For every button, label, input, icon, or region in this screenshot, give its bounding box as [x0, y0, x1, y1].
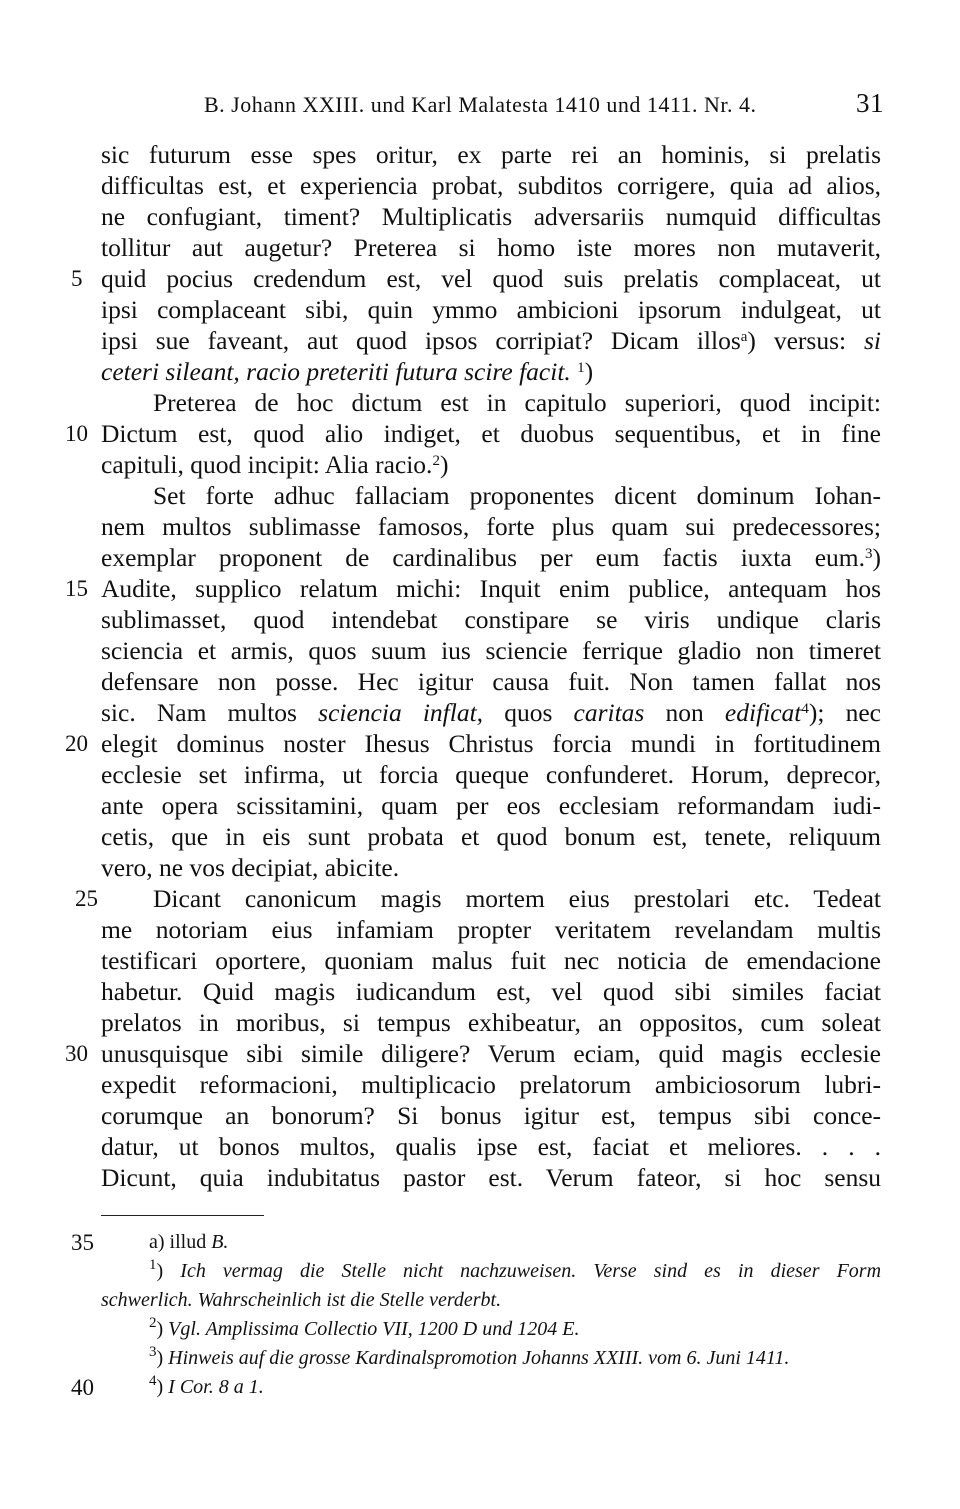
text-line: capituli, quod incipit: Alia racio.$^2$)	[101, 450, 449, 479]
line-number: 35	[71, 1230, 94, 1255]
text-line: ipsi sue faveant, aut quod ipsos corripiat? Dicam illos$^a$) versus: si	[101, 326, 882, 355]
text-line: defensare non posse. Hec igitur causa fuit. Non tamen fallat nos	[101, 667, 881, 696]
line-number: 25	[75, 886, 98, 911]
line-number: 40	[71, 1375, 94, 1400]
text-line: sublimasset, quod intendebat constipare se viris undique claris	[101, 605, 881, 634]
line-number: 5	[71, 266, 83, 291]
footnote-4: 40 $^4$) I Cor. 8 a 1.	[71, 1373, 264, 1400]
text-line: tollitur aut augetur? Preterea si homo iste mores non mutaverit,	[101, 233, 881, 262]
text-line: Set forte adhuc fallaciam proponentes dicent dominum Iohan-	[153, 481, 881, 510]
text-line: ceteri sileant, racio preteriti futura scire facit. $^1$)	[101, 357, 594, 386]
text-line: ne confugiant, timent? Multiplicatis adversariis numquid difficultas	[101, 202, 881, 231]
text-line: testificari oportere, quoniam malus fuit nec noticia de emendacione	[101, 946, 881, 975]
text-line: ipsi complaceant sibi, quin ymmo ambicioni ipsorum indulgeat, ut	[101, 295, 881, 324]
footnote-marker: 4	[801, 701, 809, 717]
main-text	[65, 139, 882, 1193]
text-line: sciencia et armis, quos suum ius sciencie ferrique gladio non timeret	[101, 636, 881, 665]
line-number: 10	[65, 421, 88, 446]
text-line: vero, ne vos decipiat, abicite.	[101, 853, 400, 882]
text-line: me notoriam eius infamiam propter veritatem revelandam multis	[101, 915, 881, 944]
line-number: 15	[65, 576, 88, 601]
footnote-1: $^1$) Ich vermag die Stelle nicht nachzuweisen. Verse sind es in dieser Form	[149, 1257, 882, 1282]
text-line: difficultas est, et experiencia probat, subditos corrigere, quia ad alios,	[101, 171, 881, 200]
footnote-marker: a	[740, 329, 748, 345]
text-line: ante opera scissitamini, quam per eos ecclesiam reformandam iudi-	[101, 791, 881, 820]
footnote-marker: 2	[432, 453, 440, 469]
line-number: 30	[65, 1041, 88, 1066]
footnote-a: 35 a) illud B.	[71, 1230, 229, 1255]
text-line: sic. Nam multos sciencia inflat, quos caritas non edificat$^4$); nec	[101, 698, 881, 727]
text-line: exemplar proponent de cardinalibus per eum factis iuxta eum.$^3$)	[101, 543, 881, 572]
text-line: 25 Dicant canonicum magis mortem eius prestolari etc. Tedeat	[75, 884, 881, 913]
footnote-marker: 1	[577, 360, 585, 376]
text-line: 10 Dictum est, quod alio indiget, et duobus sequentibus, et in fine	[65, 419, 881, 448]
running-head	[204, 88, 884, 120]
footnote-2: $^2$) Vgl. Amplissima Collectio VII, 1200 D und 1204 E.	[149, 1315, 580, 1340]
page-number: 31	[856, 88, 884, 118]
text-line: corumque an bonorum? Si bonus igitur est, tempus sibi conce-	[101, 1101, 881, 1130]
footnote-3: $^3$) Hinweis auf die grosse Kardinalspromotion Johanns XXIII. vom 6. Juni 1411.	[149, 1344, 790, 1369]
text-line: nem multos sublimasse famosos, forte plus quam sui predecessores;	[101, 512, 881, 541]
text-line: prelatos in moribus, si tempus exhibeatur, an oppositos, cum soleat	[101, 1008, 881, 1037]
text-line: Preterea de hoc dictum est in capitulo superiori, quod incipit:	[153, 388, 881, 417]
running-head-title: B. Johann XXIII. und Karl Malatesta 1410 und 1411. Nr. 4.	[204, 92, 757, 117]
text-line: ecclesie set infirma, ut forcia queque confunderet. Horum, deprecor,	[101, 760, 881, 789]
footnote-marker: 3	[865, 546, 873, 562]
text-line: 5 quid pocius credendum est, vel quod suis prelatis complaceat, ut	[71, 264, 881, 293]
text-line: expedit reformacioni, multiplicacio prelatorum ambiciosorum lubri-	[101, 1070, 881, 1099]
text-line: habetur. Quid magis iudicandum est, vel quod sibi similes faciat	[101, 977, 881, 1006]
text-line: 20 elegit dominus noster Ihesus Christus forcia mundi in fortitudinem	[65, 729, 881, 758]
text-line: 30 unusquisque sibi simile diligere? Verum eciam, quid magis ecclesie	[65, 1039, 881, 1068]
footnotes	[71, 1228, 882, 1402]
footnote-1-continued: schwerlich. Wahrscheinlich ist die Stelle verderbt.	[101, 1289, 502, 1311]
text-line: sic futurum esse spes oritur, ex parte rei an hominis, si prelatis	[101, 140, 881, 169]
text-line: 15 Audite, supplico relatum michi: Inquit enim publice, antequam hos	[65, 574, 881, 603]
text-line: datur, ut bonos multos, qualis ipse est, faciat et meliores. . . .	[101, 1132, 881, 1161]
text-line: cetis, que in eis sunt probata et quod bonum est, tenete, reliquum	[101, 822, 881, 851]
text-line: Dicunt, quia indubitatus pastor est. Verum fateor, si hoc sensu	[101, 1163, 881, 1192]
footnote-divider	[101, 1215, 264, 1216]
line-number: 20	[65, 731, 88, 756]
